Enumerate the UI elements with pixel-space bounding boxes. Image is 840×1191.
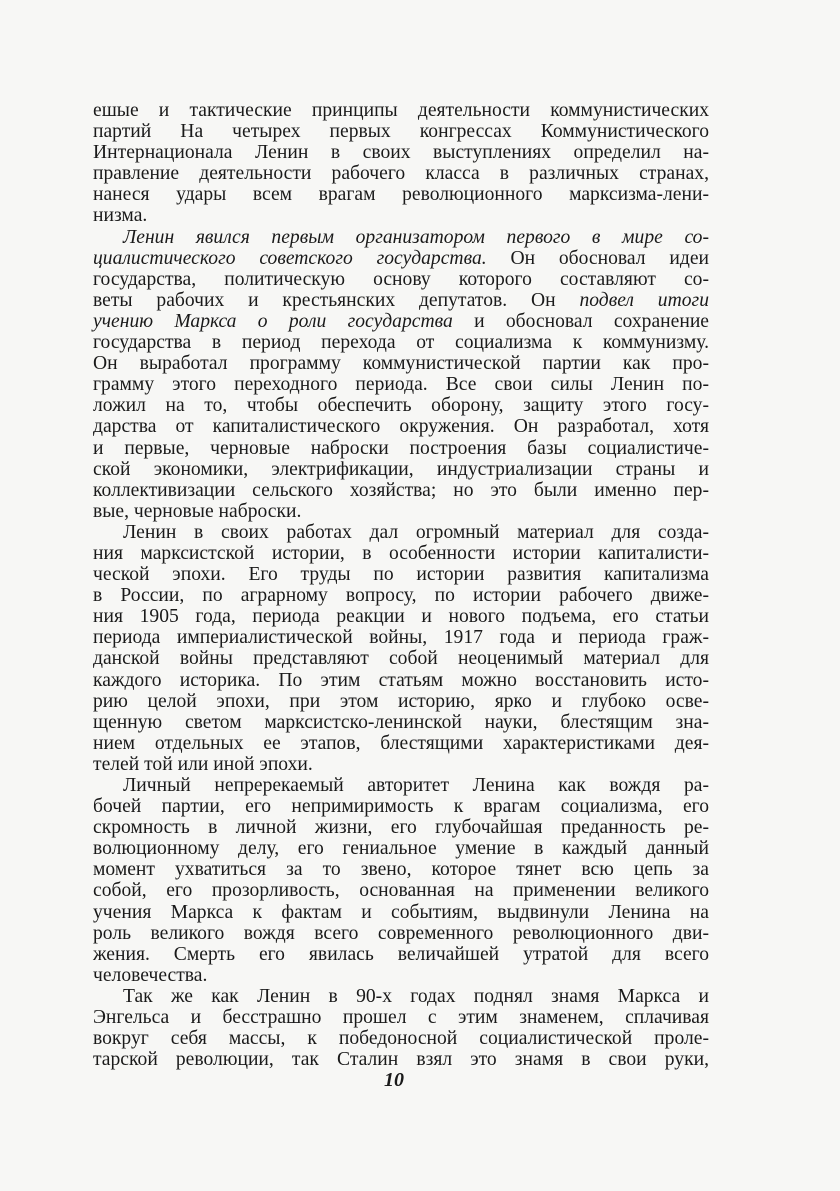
- text-line: [93, 227, 709, 248]
- text-run: собой, его прозорливость, основанная на применении великого: [93, 880, 709, 902]
- text-line: [93, 205, 709, 226]
- text-line: [93, 754, 709, 775]
- italic-text-run: подвел итоги: [579, 289, 709, 311]
- text-line: [93, 395, 709, 416]
- text-line: [93, 923, 709, 944]
- text-run: ческой эпохи. Его труды по истории развития капитализма: [93, 564, 709, 586]
- text-run: веты рабочих и крестьянских депутатов. Он: [93, 289, 580, 311]
- text-run: телей той или иной эпохи.: [93, 753, 313, 775]
- text-run: данской войны представляют собой неоценимый материал для: [93, 648, 709, 670]
- page-number: 10: [384, 1069, 404, 1091]
- text-run: низма.: [93, 205, 148, 227]
- text-run: ния 1905 года, периода реакции и нового подъема, его статьи: [93, 606, 709, 628]
- text-line: [93, 986, 709, 1007]
- text-line: [93, 501, 709, 522]
- text-run: рию целой эпохи, при этом историю, ярко и глубоко осве-: [93, 690, 709, 712]
- text-run: и первые, черновые наброски построения базы социалистиче-: [93, 437, 709, 459]
- text-run: тарской революции, так Сталин взял это знамя в свои руки,: [93, 1049, 709, 1071]
- text-line: [93, 712, 709, 733]
- text-line: [93, 248, 709, 269]
- paragraph: [93, 775, 709, 986]
- text-run: щенную светом марксистско-ленинской науки, блестящим зна-: [93, 711, 709, 733]
- text-line: [93, 1028, 709, 1049]
- text-line: [93, 564, 709, 585]
- text-line: [93, 944, 709, 965]
- text-line: [93, 459, 709, 480]
- text-line: [93, 142, 709, 163]
- paragraph: [93, 227, 709, 522]
- italic-text-run: циалистического советского государства.: [93, 247, 487, 269]
- text-line: [93, 691, 709, 712]
- text-run: ния марксистской истории, в особенности истории капиталисти-: [93, 542, 709, 564]
- text-line: [93, 902, 709, 923]
- text-run: бочей партии, его непримиримость к врагам социализма, его: [93, 796, 709, 818]
- paragraph: [93, 522, 709, 775]
- text-run: Личный непререкаемый авторитет Ленина как вождя ра-: [123, 775, 709, 796]
- paragraph: [93, 100, 709, 227]
- text-line: [93, 627, 709, 648]
- text-run: государства, политическую основу которого составляют со-: [93, 268, 709, 290]
- text-run: роль великого вождя всего современного революционного дви-: [93, 922, 709, 944]
- text-line: [93, 880, 709, 901]
- text-run: Он выработал программу коммунистической партии как про-: [93, 353, 709, 375]
- text-line: [93, 670, 709, 691]
- text-run: в России, по аграрному вопросу, по истории рабочего движе-: [93, 585, 709, 607]
- text-run: Ленин в своих работах дал огромный материал для созда-: [123, 521, 709, 543]
- text-line: [93, 311, 709, 332]
- text-run: ешые и тактические принципы деятельности коммунистических: [93, 100, 709, 121]
- text-line: [93, 100, 709, 121]
- text-run: человечества.: [93, 964, 208, 986]
- text-run: грамму этого переходного периода. Все свои силы Ленин по-: [93, 374, 709, 396]
- text-run: партий На четырех первых конгрессах Коммунистического: [93, 121, 709, 143]
- italic-text-run: Ленин явился первым организатором первого в мире со-: [123, 226, 709, 248]
- text-line: [93, 859, 709, 880]
- text-run: вые, черновые наброски.: [93, 500, 302, 522]
- text-line: [93, 416, 709, 437]
- text-line: [93, 374, 709, 395]
- text-line: [93, 817, 709, 838]
- text-line: [93, 796, 709, 817]
- text-run: нанеся удары всем врагам революционного марксизма-лени-: [93, 184, 709, 206]
- text-line: [93, 332, 709, 353]
- paragraph: [93, 986, 709, 1070]
- text-line: [93, 163, 709, 184]
- text-run: дарства от капиталистического окружения. Он разработал, хотя: [93, 416, 709, 438]
- text-line: [93, 965, 709, 986]
- text-line: [93, 1049, 709, 1070]
- text-run: скромность в личной жизни, его глубочайшая преданность ре-: [93, 817, 709, 839]
- text-run: нием отдельных ее этапов, блестящими характеристиками дея-: [93, 732, 709, 754]
- text-run: правление деятельности рабочего класса в различных странах,: [93, 163, 709, 185]
- text-line: [93, 184, 709, 205]
- text-line: [93, 585, 709, 606]
- text-run: периода империалистической войны, 1917 года и периода граж-: [93, 627, 709, 649]
- text-run: ложил на то, чтобы обеспечить оборону, защиту этого госу-: [93, 395, 709, 417]
- text-run: Так же как Ленин в 90-х годах поднял знамя Маркса и: [123, 985, 709, 1007]
- text-line: [93, 353, 709, 374]
- text-run: Интернационала Ленин в своих выступлениях определил на-: [93, 142, 709, 164]
- text-run: учения Маркса к фактам и событиям, выдвинули Ленина на: [93, 901, 709, 923]
- text-run: Энгельса и бесстрашно прошел с этим знаменем, сплачивая: [93, 1007, 709, 1029]
- text-line: [93, 269, 709, 290]
- text-line: [93, 733, 709, 754]
- text-run: государства в период перехода от социализма к коммунизму.: [93, 332, 709, 354]
- body-text: [93, 100, 709, 1070]
- text-line: [93, 543, 709, 564]
- text-run: момент ухватиться за то звено, которое тянет всю цепь за: [93, 859, 709, 881]
- text-line: [93, 480, 709, 501]
- text-run: вокруг себя массы, к победоносной социалистической проле-: [93, 1028, 709, 1050]
- text-line: [93, 648, 709, 669]
- text-run: ской экономики, электрификации, индустриализации страны и: [93, 458, 709, 480]
- text-line: [93, 121, 709, 142]
- text-run: и обосновал сохранение: [452, 310, 709, 332]
- text-line: [93, 290, 709, 311]
- text-run: Он обосновал идеи: [486, 247, 709, 269]
- text-line: [93, 838, 709, 859]
- text-run: волюционному делу, его гениальное умение в каждый данный: [93, 838, 709, 860]
- text-line: [93, 438, 709, 459]
- text-run: каждого историка. По этим статьям можно восстановить исто-: [93, 669, 709, 691]
- text-line: [93, 775, 709, 796]
- text-run: коллективизации сельского хозяйства; но это были именно пер-: [93, 479, 709, 501]
- text-line: [93, 1007, 709, 1028]
- text-line: [93, 606, 709, 627]
- text-line: [93, 522, 709, 543]
- text-run: жения. Смерть его явилась величайшей утратой для всего: [93, 943, 709, 965]
- italic-text-run: учению Маркса о роли государства: [93, 310, 453, 332]
